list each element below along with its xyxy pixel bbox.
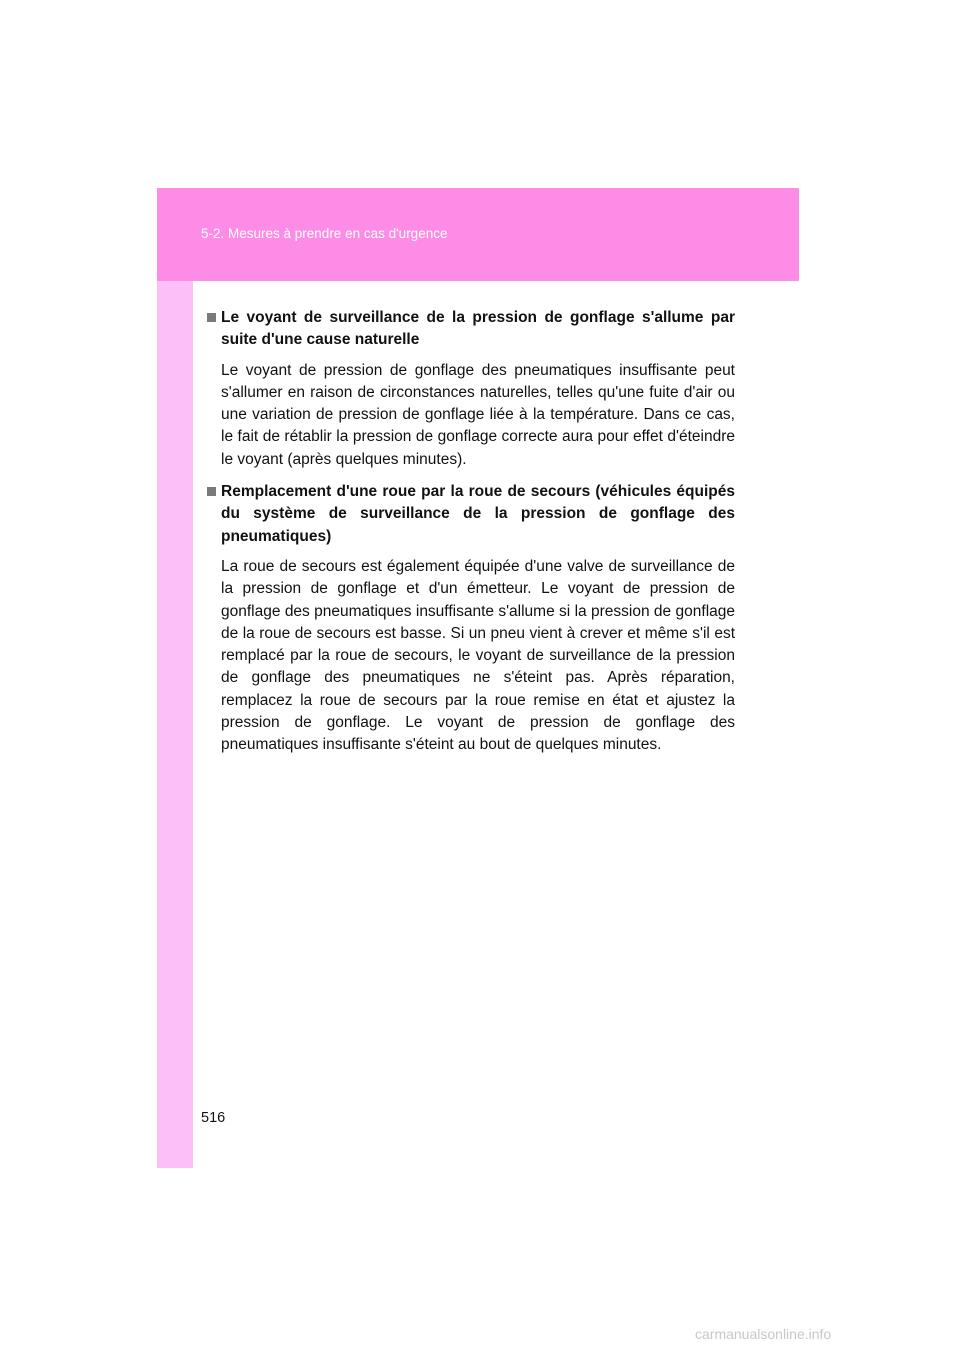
section-spare-wheel: [207, 481, 735, 757]
section-body: La roue de secours est également équipée d'une valve de surveillance de la pression de gonflage et d'un émetteur. Le voyant de pression de gonflage des pneumatiques insuffisante s'allume si la pression de gonflage de la roue de secours est basse. Si un pneu vient à crever et même s'il est remplacé par la roue de secours, le voyant de surveillance de la pression de gonflage des pneumatiques ne s'éteint pas. Après réparation, remplacez la roue de secours par la roue remise en état et ajustez la pression de gonflage. Le voyant de pression de gonflage des pneumatiques insuffisante s'éteint au bout de quelques minutes.: [221, 557, 735, 754]
watermark: carmanualsonline.info: [695, 1326, 832, 1342]
section-heading: [207, 481, 735, 548]
section-body: Le voyant de pression de gonflage des pneumatiques insuffisante peut s'allumer en raison de circonstances naturelles, telles qu'une fuite d'air ou une variation de pression de gonflage liée à la température. Dans ce cas, le fait de rétablir la pression de gonflage correcte aura pour effet d'éteindre le voyant (après quelques minutes).: [221, 361, 735, 468]
square-bullet-icon: [207, 313, 216, 322]
page-number: 516: [201, 1110, 226, 1126]
side-strip: [157, 281, 193, 1168]
section-heading-text: Le voyant de surveillance de la pression de gonflage s'allume par suite d'une cause naturelle: [221, 309, 735, 349]
section-heading: [207, 307, 735, 352]
page-content: [207, 307, 735, 767]
section-heading-text: Remplacement d'une roue par la roue de secours (véhicules équipés du système de surveillance de la pression de gonflage des pneumatiques): [221, 483, 735, 545]
section-title: 5-2. Mesures à prendre en cas d'urgence: [201, 226, 448, 241]
section-natural-cause: [207, 307, 735, 471]
square-bullet-icon: [207, 487, 216, 496]
